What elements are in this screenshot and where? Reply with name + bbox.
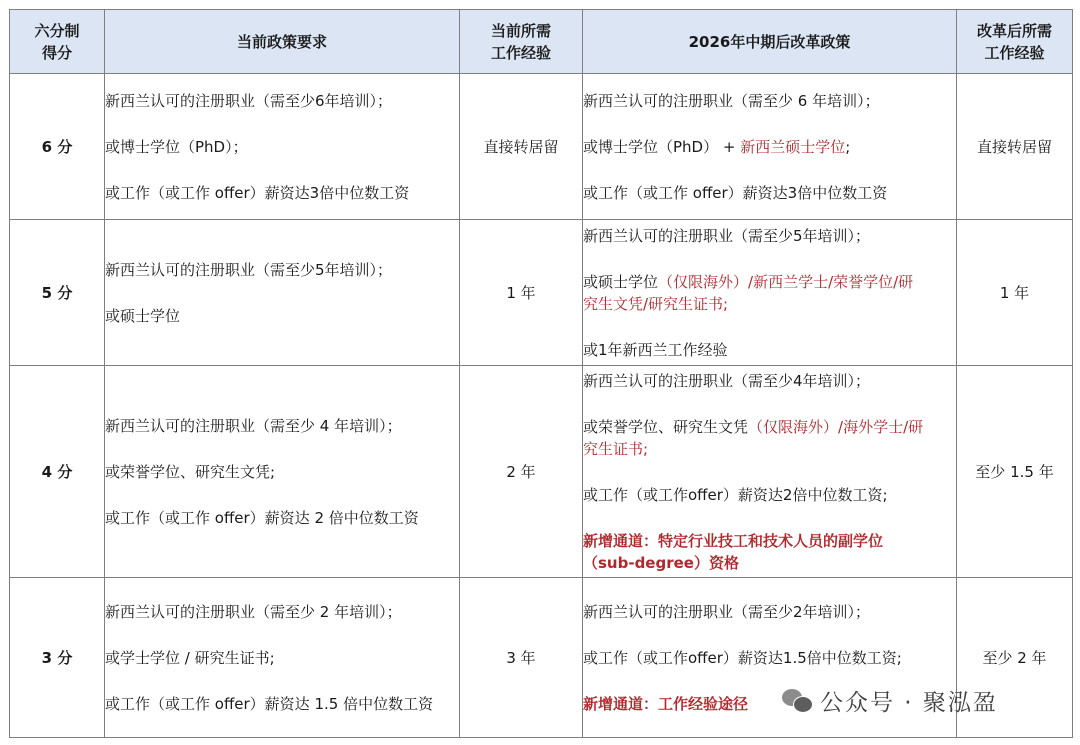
current-policy-cell: 新西兰认可的注册职业（需至少5年培训）； 或硕士学位: [105, 220, 460, 366]
header-score: 六分制 得分: [10, 10, 105, 74]
wechat-icon: [782, 687, 812, 713]
header-row: [10, 10, 1073, 74]
table-row: [10, 220, 1073, 366]
reform-policy-cell: 新西兰认可的注册职业（需至少5年培训）； 或硕士学位（仅限海外）/新西兰学士/荣誉学位/研 究生文凭/研究生证书; 或1年新西兰工作经验: [583, 220, 957, 366]
reform-exp-cell: 1 年: [957, 220, 1073, 366]
header-reform-exp: 改革后所需 工作经验: [957, 10, 1073, 74]
reform-policy-cell: 新西兰认可的注册职业（需至少4年培训）； 或荣誉学位、研究生文凭（仅限海外）/海外学士/研 究生证书; 或工作（或工作offer）薪资达2倍中位数工资; 新增通道：特定行业技工和技术人员的副学位 （sub-degree）资格: [583, 366, 957, 578]
score-cell: 4 分: [10, 366, 105, 578]
watermark: [782, 684, 998, 716]
current-exp-cell: 3 年: [460, 578, 583, 738]
current-exp-cell: 2 年: [460, 366, 583, 578]
current-policy-cell: 新西兰认可的注册职业（需至少 2 年培训）； 或学士学位 / 研究生证书; 或工作（或工作 offer）薪资达 1.5 倍中位数工资: [105, 578, 460, 738]
policy-comparison-table: [9, 9, 1073, 738]
table-row: [10, 366, 1073, 578]
current-exp-cell: 直接转居留: [460, 74, 583, 220]
watermark-text: 公众号 · 聚泓盈: [820, 689, 998, 716]
score-cell: 3 分: [10, 578, 105, 738]
reform-exp-cell: 至少 1.5 年: [957, 366, 1073, 578]
score-cell: 5 分: [10, 220, 105, 366]
header-current-policy: 当前政策要求: [105, 10, 460, 74]
reform-exp-cell: 至少 2 年: [957, 578, 1073, 738]
reform-exp-cell: 直接转居留: [957, 74, 1073, 220]
score-cell: 6 分: [10, 74, 105, 220]
header-reform-policy: 2026年中期后改革政策: [583, 10, 957, 74]
current-exp-cell: 1 年: [460, 220, 583, 366]
current-policy-cell: 新西兰认可的注册职业（需至少6年培训）； 或博士学位（PhD）； 或工作（或工作 offer）薪资达3倍中位数工资: [105, 74, 460, 220]
reform-policy-cell: 新西兰认可的注册职业（需至少 6 年培训）； 或博士学位（PhD） + 新西兰硕士学位; 或工作（或工作 offer）薪资达3倍中位数工资: [583, 74, 957, 220]
current-policy-cell: 新西兰认可的注册职业（需至少 4 年培训）； 或荣誉学位、研究生文凭; 或工作（或工作 offer）薪资达 2 倍中位数工资: [105, 366, 460, 578]
reform-policy-cell: 新西兰认可的注册职业（需至少2年培训）； 或工作（或工作offer）薪资达1.5倍中位数工资; 新增通道：工作经验途径: [583, 578, 957, 738]
header-current-exp: 当前所需 工作经验: [460, 10, 583, 74]
table-row: [10, 74, 1073, 220]
